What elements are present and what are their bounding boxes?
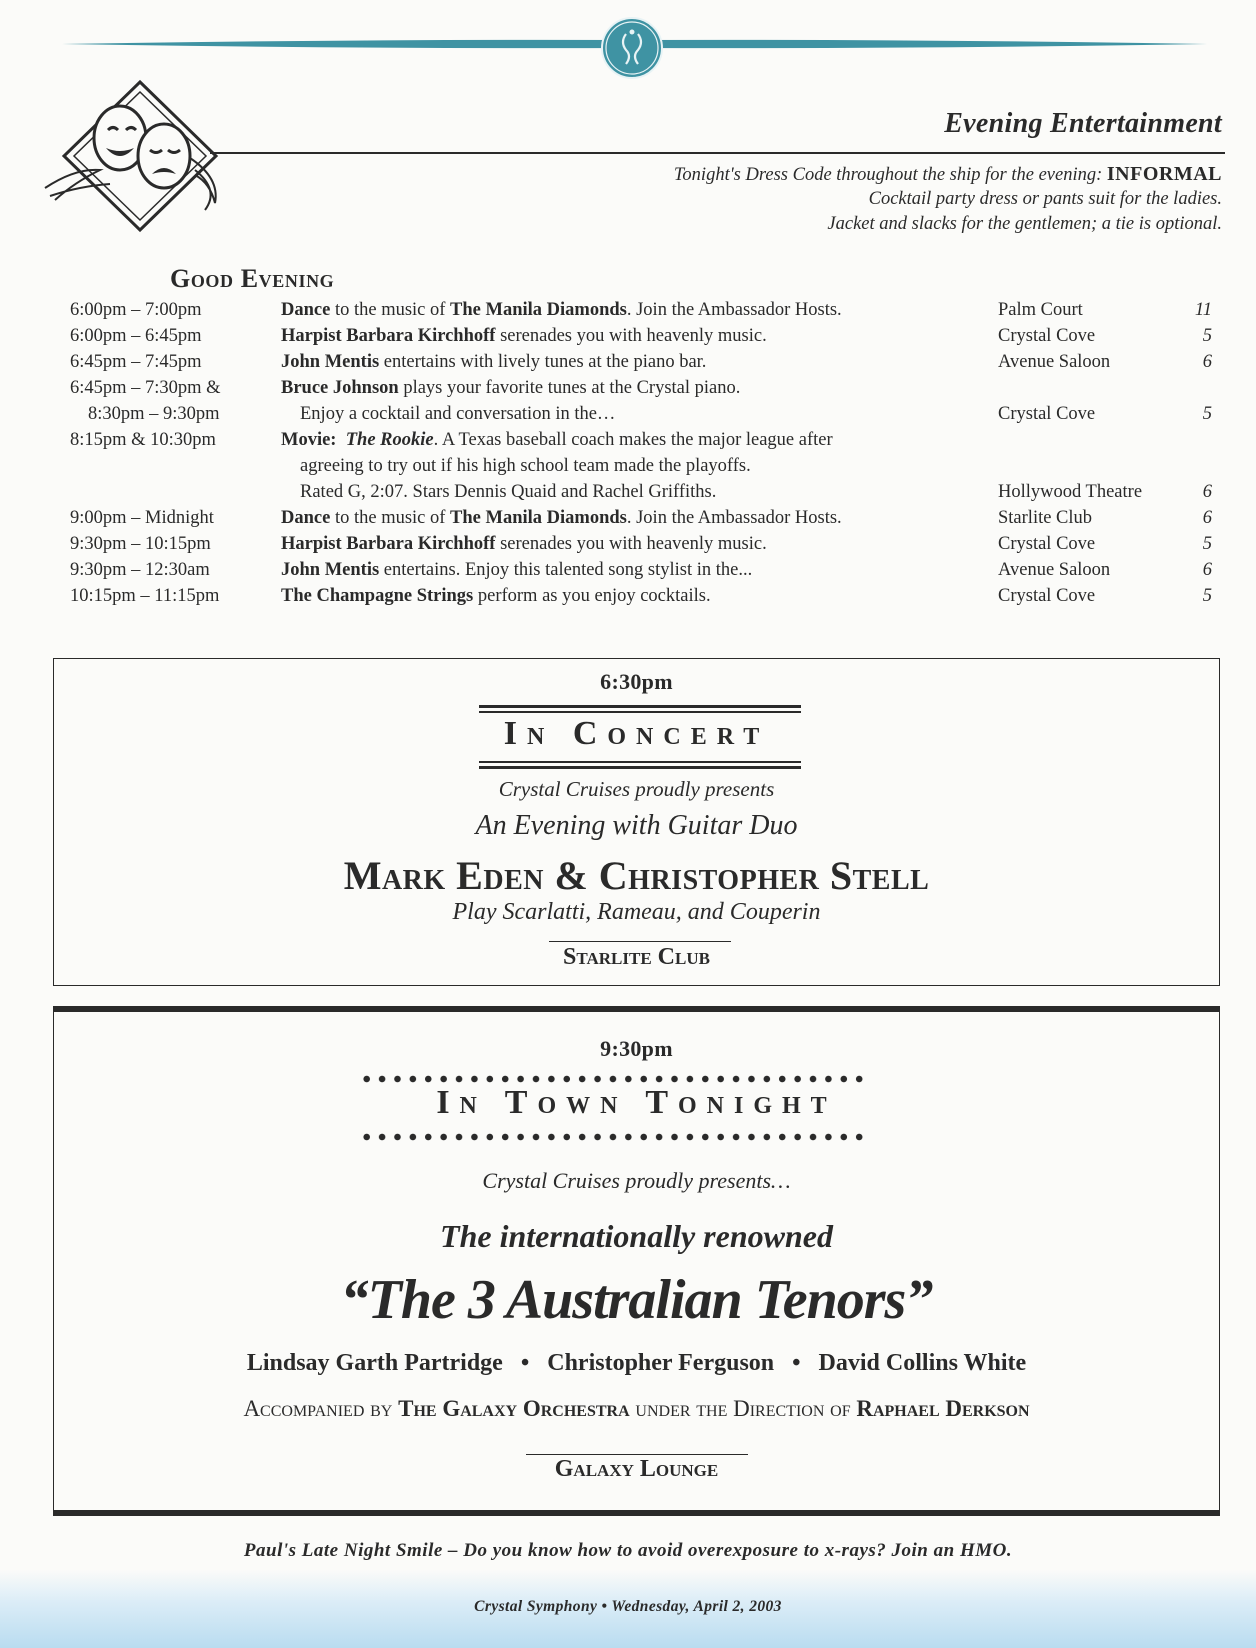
schedule-deck: 11	[1194, 300, 1212, 320]
concert-heading: In Concert	[503, 715, 770, 752]
schedule-time: 9:00pm – Midnight	[70, 508, 214, 528]
schedule-deck: 6	[1202, 560, 1212, 580]
dotted-divider	[359, 1132, 867, 1142]
schedule-description: Rated G, 2:07. Stars Dennis Quaid and Rachel Griffiths.	[300, 482, 717, 502]
schedule-deck: 6	[1202, 352, 1212, 372]
schedule-description: The Champagne Strings perform as you enjoy cocktails.	[281, 586, 711, 606]
schedule-time: 8:15pm & 10:30pm	[70, 430, 216, 450]
schedule-description: Dance to the music of The Manila Diamonds. Join the Ambassador Hosts.	[281, 300, 842, 320]
divider	[479, 761, 801, 763]
schedule-description: Enjoy a cocktail and conversation in the…	[300, 404, 616, 424]
schedule-description: Bruce Johnson plays your favorite tunes at the Crystal piano.	[281, 378, 741, 398]
dress-code-line	[674, 163, 1222, 186]
divider	[479, 766, 801, 769]
schedule-row	[0, 326, 1256, 352]
schedule-time: 6:45pm – 7:30pm &	[70, 378, 221, 398]
schedule-time: 6:45pm – 7:45pm	[70, 352, 202, 372]
schedule-time: 9:30pm – 10:15pm	[70, 534, 211, 554]
town-venue: Galaxy Lounge	[554, 1456, 719, 1482]
divider	[479, 705, 801, 708]
theater-masks-icon	[40, 78, 240, 238]
town-act: “The 3 Australian Tenors”	[340, 1269, 933, 1331]
divider	[526, 1454, 748, 1455]
dotted-divider	[359, 1074, 867, 1084]
dress-code-ladies: Cocktail party dress or pants suit for the ladies.	[868, 189, 1222, 209]
concert-time: 6:30pm	[600, 669, 673, 694]
divider	[479, 711, 801, 713]
singer-name: Lindsay Garth Partridge	[246, 1350, 503, 1376]
dress-code-intro: Tonight's Dress Code throughout the ship for the evening:	[673, 165, 1107, 185]
schedule-row	[0, 560, 1256, 586]
town-presents: Crystal Cruises proudly presents…	[482, 1168, 791, 1193]
concert-venue: Starlite Club	[563, 944, 710, 970]
schedule-time: 6:00pm – 7:00pm	[70, 300, 202, 320]
town-accompaniment: Accompanied by The Galaxy Orchestra under the Direction of Raphael Derkson	[243, 1396, 1030, 1421]
dress-code-value: INFORMAL	[1106, 163, 1222, 185]
schedule-description: Harpist Barbara Kirchhoff serenades you with heavenly music.	[281, 326, 767, 346]
schedule-venue: Avenue Saloon	[998, 560, 1111, 580]
schedule-venue: Starlite Club	[998, 508, 1093, 528]
schedule-time: 6:00pm – 6:45pm	[70, 326, 202, 346]
schedule-description: John Mentis entertains with lively tunes at the piano bar.	[281, 352, 707, 372]
schedule-row	[0, 300, 1256, 326]
schedule-deck: 5	[1202, 326, 1212, 346]
schedule-venue: Crystal Cove	[998, 534, 1096, 554]
schedule-deck: 5	[1202, 534, 1212, 554]
concert-box	[53, 658, 1220, 986]
schedule-time: 10:15pm – 11:15pm	[70, 586, 220, 606]
section-title: Evening Entertainment	[944, 108, 1222, 139]
schedule-row	[0, 404, 1256, 430]
schedule-venue: Hollywood Theatre	[998, 482, 1143, 502]
town-heading: In Town Tonight	[436, 1084, 837, 1121]
singer-name: Christopher Ferguson	[547, 1350, 775, 1376]
schedule-venue: Crystal Cove	[998, 404, 1096, 424]
late-night-smile: Paul's Late Night Smile – Do you know how to avoid overexposure to x-rays? Join an HMO.	[243, 1540, 1013, 1561]
singer-name: David Collins White	[818, 1350, 1027, 1376]
schedule-row	[0, 586, 1256, 612]
schedule-row	[0, 482, 1256, 508]
seahorse-medallion-icon	[600, 16, 664, 80]
schedule-venue: Crystal Cove	[998, 326, 1096, 346]
schedule-deck: 5	[1202, 404, 1212, 424]
schedule-row	[0, 508, 1256, 534]
concert-performers: Mark Eden & Christopher Stell	[343, 853, 930, 898]
schedule-row	[0, 352, 1256, 378]
concert-subtitle: An Evening with Guitar Duo	[475, 810, 798, 841]
schedule-description: agreeing to try out if his high school team made the playoffs.	[300, 456, 751, 476]
schedule-deck: 6	[1202, 508, 1212, 528]
dress-code-gentlemen: Jacket and slacks for the gentlemen; a tie is optional.	[827, 214, 1222, 234]
town-singers	[54, 1350, 1219, 1377]
header-rule	[210, 152, 1225, 154]
schedule-time: 9:30pm – 12:30am	[70, 560, 210, 580]
town-box	[53, 1006, 1220, 1516]
schedule-description: Harpist Barbara Kirchhoff serenades you with heavenly music.	[281, 534, 767, 554]
movie-title: The Rookie	[345, 430, 434, 450]
bullet: •	[792, 1350, 801, 1376]
schedule-venue: Avenue Saloon	[998, 352, 1111, 372]
schedule-venue: Palm Court	[998, 300, 1083, 320]
concert-program: Play Scarlatti, Rameau, and Couperin	[452, 899, 821, 925]
footer-text: Crystal Symphony • Wednesday, April 2, 2003	[474, 1598, 782, 1615]
schedule-deck: 6	[1202, 482, 1212, 502]
divider	[549, 941, 731, 942]
schedule-row	[0, 534, 1256, 560]
schedule-description: Dance to the music of The Manila Diamonds. Join the Ambassador Hosts.	[281, 508, 842, 528]
schedule-row	[0, 378, 1256, 404]
schedule-row	[0, 430, 1256, 456]
bullet: •	[520, 1350, 530, 1376]
schedule-description: John Mentis entertains. Enjoy this talented song stylist in the...	[281, 560, 753, 580]
schedule-venue: Crystal Cove	[998, 586, 1096, 606]
greeting-heading: Good Evening	[170, 264, 335, 293]
schedule-deck: 5	[1202, 586, 1212, 606]
schedule-description: Movie: The Rookie. A Texas baseball coach makes the major league after	[281, 430, 833, 450]
town-intro: The internationally renowned	[440, 1218, 833, 1254]
town-time: 9:30pm	[600, 1036, 673, 1061]
schedule-row	[0, 456, 1256, 482]
concert-presents: Crystal Cruises proudly presents	[498, 777, 775, 801]
schedule-time: 8:30pm – 9:30pm	[88, 404, 220, 424]
